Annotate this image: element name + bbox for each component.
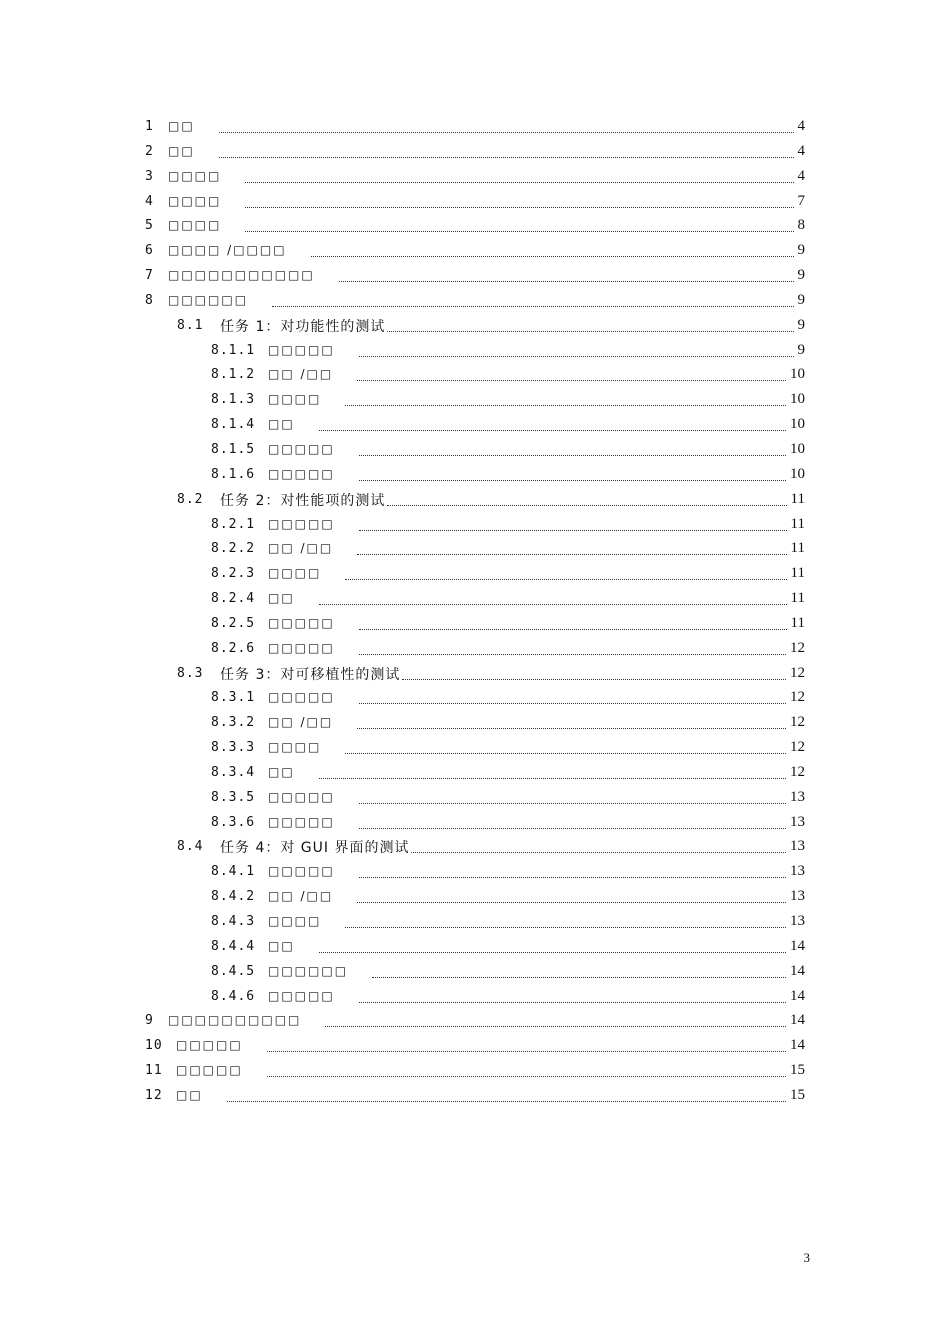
toc-entry-page: 12 — [790, 714, 805, 731]
toc-dot-leader — [319, 604, 787, 605]
toc-entry-title: □□ /□□ — [268, 889, 334, 904]
toc-entry-page: 15 — [790, 1086, 805, 1103]
toc-entry-page: 10 — [790, 366, 805, 383]
toc-dot-leader — [245, 231, 794, 232]
toc-entry[interactable] — [0, 290, 950, 315]
toc-entry-title: □□□□ /□□□□ — [168, 243, 287, 258]
toc-entry[interactable] — [0, 414, 950, 439]
toc-dot-leader — [325, 1026, 786, 1027]
toc-entry-page: 10 — [790, 416, 805, 433]
toc-entry-title: □□□□□ — [268, 789, 335, 804]
toc-entry-page: 13 — [790, 788, 805, 805]
toc-entry-number: 8.2.5 — [211, 615, 256, 631]
toc-dot-leader — [359, 654, 786, 655]
toc-dot-leader — [359, 530, 787, 531]
toc-dot-leader — [357, 902, 786, 903]
toc-entry-number: 8.1 — [177, 317, 204, 333]
toc-entry[interactable] — [0, 613, 950, 638]
toc-entry-page: 11 — [790, 614, 805, 631]
toc-dot-leader — [319, 952, 786, 953]
toc-entry[interactable] — [0, 191, 950, 216]
toc-entry[interactable] — [0, 489, 950, 514]
toc-entry-number: 8.4 — [177, 839, 204, 855]
toc-entry-page: 13 — [790, 813, 805, 830]
page-number: 3 — [803, 1250, 810, 1265]
toc-dot-leader — [357, 380, 786, 381]
toc-entry-page: 4 — [797, 142, 805, 159]
toc-entry-title: □□□□□ — [268, 342, 335, 357]
toc-entry-number: 8.1.6 — [211, 466, 256, 482]
toc-dot-leader — [402, 679, 786, 680]
toc-entry[interactable] — [0, 1085, 950, 1110]
toc-entry-number: 6 — [145, 243, 154, 259]
toc-dot-leader — [357, 554, 787, 555]
toc-dot-leader — [359, 629, 787, 630]
toc-entry-page: 9 — [797, 341, 805, 358]
toc-entry-page: 15 — [790, 1062, 805, 1079]
toc-entry-title: 任务 4：对 GUI 界面的测试 — [220, 840, 410, 857]
toc-entry-page: 14 — [790, 987, 805, 1004]
toc-entry-title: □□□□ — [168, 218, 222, 233]
toc-dot-leader — [311, 256, 794, 257]
toc-entry-page: 11 — [790, 540, 805, 557]
toc-entry-page: 9 — [797, 316, 805, 333]
toc-entry-number: 8.3.1 — [211, 690, 256, 706]
toc-entry-number: 8.1.4 — [211, 417, 256, 433]
toc-entry[interactable] — [0, 861, 950, 886]
toc-entry[interactable] — [0, 588, 950, 613]
toc-entry[interactable] — [0, 563, 950, 588]
toc-entry-title: □□□□ — [268, 566, 322, 581]
toc-entry-title: □□□□□□ — [168, 292, 249, 307]
toc-entry[interactable] — [0, 986, 950, 1011]
toc-entry-title: □□□□□ — [268, 466, 335, 481]
toc-entry-page: 10 — [790, 440, 805, 457]
toc-entry[interactable] — [0, 538, 950, 563]
toc-entry-page: 12 — [790, 763, 805, 780]
toc-entry-number: 3 — [145, 168, 154, 184]
toc-entry-page: 14 — [790, 937, 805, 954]
table-of-contents — [0, 116, 950, 1110]
toc-dot-leader — [359, 877, 786, 878]
toc-entry-number: 8.3.4 — [211, 764, 256, 780]
toc-dot-leader — [219, 157, 794, 158]
toc-entry-title: □□□□□ — [268, 615, 335, 630]
toc-entry[interactable] — [0, 439, 950, 464]
toc-entry-page: 12 — [790, 664, 805, 681]
toc-entry[interactable] — [0, 1010, 950, 1035]
toc-entry-title: □□□□□ — [268, 441, 335, 456]
toc-entry-number: 5 — [145, 218, 154, 234]
toc-entry[interactable] — [0, 1035, 950, 1060]
toc-entry-title: □□ /□□ — [268, 541, 334, 556]
toc-dot-leader — [359, 455, 786, 456]
toc-dot-leader — [411, 852, 786, 853]
toc-entry[interactable] — [0, 663, 950, 688]
toc-entry[interactable] — [0, 464, 950, 489]
toc-entry-page: 11 — [790, 515, 805, 532]
toc-dot-leader — [339, 281, 794, 282]
toc-dot-leader — [345, 405, 786, 406]
toc-entry-page: 10 — [790, 465, 805, 482]
toc-entry[interactable] — [0, 787, 950, 812]
toc-entry-title: □□□□□ — [268, 690, 335, 705]
toc-entry-title: 任务 1：对功能性的测试 — [220, 318, 386, 335]
toc-entry-number: 8.2.1 — [211, 516, 256, 532]
toc-entry-title: □□□□□ — [268, 988, 335, 1003]
toc-entry-number: 8.1.3 — [211, 392, 256, 408]
toc-entry-number: 8.4.1 — [211, 864, 256, 880]
toc-entry-page: 10 — [790, 391, 805, 408]
toc-entry-page: 12 — [790, 689, 805, 706]
toc-entry[interactable] — [0, 638, 950, 663]
toc-entry[interactable] — [0, 712, 950, 737]
toc-dot-leader — [319, 778, 786, 779]
toc-entry-number: 8.2.2 — [211, 541, 256, 557]
toc-entry-title: □□□□ — [168, 168, 222, 183]
toc-dot-leader — [272, 306, 794, 307]
toc-dot-leader — [359, 480, 786, 481]
toc-entry-title: □□□□□ — [176, 1063, 243, 1078]
toc-dot-leader — [359, 828, 786, 829]
toc-entry-title: 任务 3：对可移植性的测试 — [220, 666, 401, 683]
toc-entry[interactable] — [0, 936, 950, 961]
toc-entry-page: 11 — [790, 590, 805, 607]
toc-dot-leader — [345, 927, 786, 928]
toc-entry-title: □□ — [168, 119, 195, 133]
toc-entry-title: □□□□ — [268, 392, 322, 407]
toc-entry-number: 8.1.5 — [211, 441, 256, 457]
toc-entry-number: 8.4.6 — [211, 988, 256, 1004]
toc-entry[interactable] — [0, 762, 950, 787]
toc-entry-number: 7 — [145, 268, 154, 284]
toc-dot-leader — [345, 579, 787, 580]
toc-entry-number: 8.2.6 — [211, 640, 256, 656]
toc-entry-page: 11 — [790, 490, 805, 507]
toc-entry[interactable] — [0, 364, 950, 389]
toc-entry-title: □□□□□□□□□□□ — [168, 268, 315, 283]
toc-entry-number: 8.1.2 — [211, 367, 256, 383]
toc-dot-leader — [359, 1002, 786, 1003]
toc-entry-number: 8.4.3 — [211, 914, 256, 929]
toc-entry-title: □□□□□ — [268, 814, 335, 829]
toc-dot-leader — [267, 1076, 786, 1077]
toc-entry-number: 10 — [145, 1038, 163, 1054]
toc-entry[interactable] — [0, 141, 950, 166]
toc-entry-number: 12 — [145, 1087, 163, 1103]
toc-entry-title: □□ — [268, 764, 295, 779]
toc-dot-leader — [319, 430, 786, 431]
toc-entry-title: □□ — [168, 143, 195, 158]
toc-entry-number: 11 — [145, 1063, 163, 1079]
toc-entry[interactable] — [0, 1060, 950, 1085]
toc-entry[interactable] — [0, 911, 950, 936]
toc-entry-title: 任务 2：对性能项的测试 — [220, 492, 386, 509]
toc-entry-title: □□□□□□ — [268, 963, 349, 978]
toc-entry-number: 8.3.3 — [211, 740, 256, 756]
toc-entry-page: 11 — [790, 565, 805, 582]
toc-dot-leader — [219, 132, 794, 133]
toc-entry-page: 13 — [790, 838, 805, 855]
toc-entry[interactable] — [0, 737, 950, 762]
toc-entry-number: 8.2.3 — [211, 566, 256, 582]
toc-entry-title: □□ — [268, 417, 295, 432]
toc-entry-page: 9 — [797, 291, 805, 308]
toc-entry-number: 4 — [145, 193, 154, 209]
toc-entry[interactable] — [0, 166, 950, 191]
toc-entry[interactable] — [0, 340, 950, 365]
toc-entry[interactable] — [0, 265, 950, 290]
toc-entry-page: 14 — [790, 1012, 805, 1029]
toc-entry[interactable] — [0, 687, 950, 712]
toc-entry-page: 7 — [797, 192, 805, 209]
toc-entry[interactable] — [0, 240, 950, 265]
toc-entry-title: □□□□ — [168, 193, 222, 208]
toc-dot-leader — [359, 803, 786, 804]
toc-entry-title: □□□□□ — [268, 516, 335, 531]
toc-entry-title: □□□□ — [268, 914, 322, 928]
toc-entry-page: 14 — [790, 1037, 805, 1054]
toc-entry-page: 8 — [797, 217, 805, 234]
toc-entry-title: □□□□□ — [176, 1038, 243, 1053]
toc-entry-page: 14 — [790, 962, 805, 979]
toc-entry-title: □□□□ — [268, 740, 322, 755]
toc-dot-leader — [267, 1051, 786, 1052]
toc-entry-number: 8.1.1 — [211, 342, 256, 358]
toc-entry-title: □□□□□□□□□□ — [168, 1013, 302, 1028]
toc-dot-leader — [387, 331, 794, 332]
toc-entry-number: 8.3 — [177, 665, 204, 681]
toc-dot-leader — [245, 182, 794, 183]
toc-dot-leader — [345, 753, 786, 754]
toc-entry-page: 12 — [790, 639, 805, 656]
toc-entry-number: 8.2 — [177, 491, 204, 507]
toc-entry-number: 8.4.2 — [211, 889, 256, 905]
toc-entry-title: □□ — [176, 1087, 203, 1102]
toc-dot-leader — [359, 703, 786, 704]
toc-entry-title: □□□□□ — [268, 864, 335, 879]
toc-entry-page: 9 — [797, 242, 805, 259]
toc-entry-number: 1 — [145, 119, 154, 134]
toc-entry-title: □□ /□□ — [268, 367, 334, 382]
toc-entry-page: 4 — [797, 118, 805, 134]
toc-entry-title: □□ /□□ — [268, 715, 334, 730]
toc-dot-leader — [227, 1101, 786, 1102]
toc-entry-page: 12 — [790, 739, 805, 756]
toc-dot-leader — [359, 356, 794, 357]
toc-entry[interactable] — [0, 215, 950, 240]
toc-entry-page: 13 — [790, 913, 805, 929]
toc-entry[interactable] — [0, 389, 950, 414]
toc-entry[interactable] — [0, 836, 950, 861]
toc-entry-page: 4 — [797, 167, 805, 184]
toc-entry[interactable] — [0, 514, 950, 539]
toc-entry-number: 8.3.2 — [211, 715, 256, 731]
toc-dot-leader — [372, 977, 786, 978]
toc-entry-page: 13 — [790, 863, 805, 880]
toc-entry-number: 2 — [145, 143, 154, 159]
toc-entry-title: □□ — [268, 938, 295, 953]
toc-entry-number: 8.4.4 — [211, 938, 256, 954]
toc-entry-title: □□ — [268, 591, 295, 606]
toc-entry-number: 8.3.6 — [211, 814, 256, 830]
toc-entry-number: 8.4.5 — [211, 963, 256, 979]
toc-dot-leader — [387, 505, 787, 506]
toc-entry-number: 9 — [145, 1013, 154, 1029]
toc-dot-leader — [245, 207, 794, 208]
toc-entry-page: 13 — [790, 888, 805, 905]
toc-entry-number: 8 — [145, 292, 154, 308]
toc-entry-title: □□□□□ — [268, 640, 335, 655]
toc-entry-page: 9 — [797, 267, 805, 284]
toc-entry-number: 8.3.5 — [211, 789, 256, 805]
toc-entry[interactable] — [0, 116, 950, 141]
toc-entry[interactable] — [0, 812, 950, 837]
toc-entry-number: 8.2.4 — [211, 591, 256, 607]
toc-entry[interactable] — [0, 886, 950, 911]
toc-entry[interactable] — [0, 315, 950, 340]
toc-dot-leader — [357, 728, 786, 729]
toc-entry[interactable] — [0, 961, 950, 986]
